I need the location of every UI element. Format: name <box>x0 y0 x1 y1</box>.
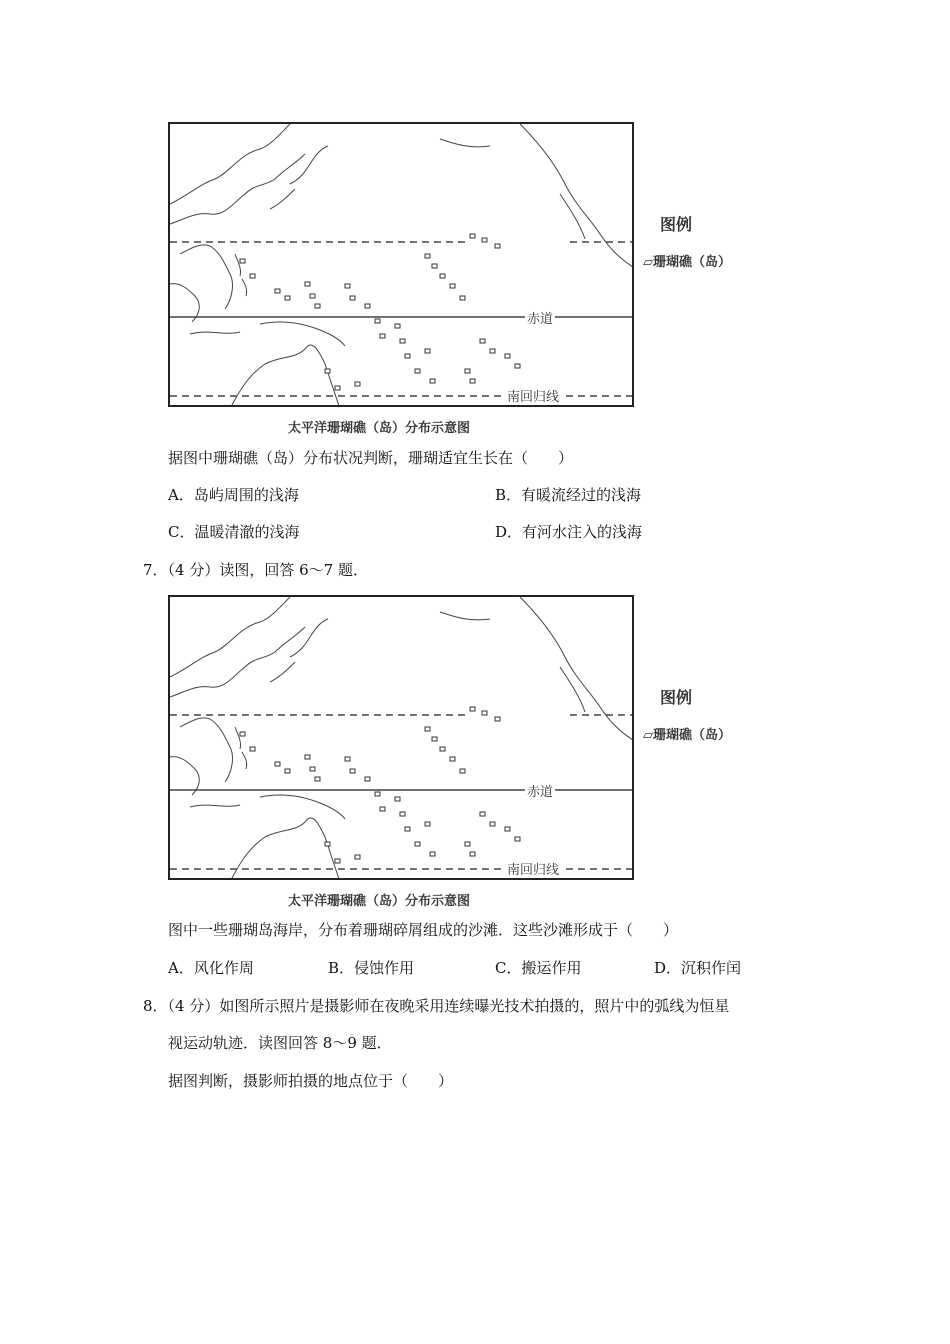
q7-option-d[interactable]: D．沉积作闰 <box>654 959 742 977</box>
q8-stem: 据图判断，摄影师拍摄的地点位于（ ） <box>168 1072 454 1090</box>
q7-stem: 图中一些珊瑚岛海岸，分布着珊瑚碎屑组成的沙滩．这些沙滩形成于（ ） <box>168 921 679 939</box>
legend-item-label-1: 珊瑚礁（岛） <box>653 255 732 270</box>
q7-option-c[interactable]: C．搬运作用 <box>495 959 582 977</box>
q8-heading-line-1: 8．（4 分）如图所示照片是摄影师在夜晚采用连续曝光技术拍摄的，照片中的弧线为恒星 <box>143 997 730 1015</box>
q6-option-d[interactable]: D．有河水注入的浅海 <box>495 523 643 541</box>
coral-map-2 <box>168 595 634 880</box>
tropic-of-capricorn-label-2: 南回归线 <box>505 859 561 878</box>
q7-option-a[interactable]: A．风化作周 <box>168 959 254 977</box>
legend-title-2: 图例 <box>660 688 693 707</box>
legend-title-1: 图例 <box>660 215 693 234</box>
coral-map-1-drawing <box>170 124 634 407</box>
coral-symbol-icon: ▱ <box>643 728 653 743</box>
q6-stem: 据图中珊瑚礁（岛）分布状况判断，珊瑚适宜生长在（ ） <box>168 449 574 467</box>
coral-map-2-drawing <box>170 597 634 880</box>
tropic-of-capricorn-label-1: 南回归线 <box>505 386 561 405</box>
q7-option-b[interactable]: B．侵蚀作用 <box>328 959 415 977</box>
q7-heading: 7．（4 分）读图，回答 6～7 题． <box>143 561 368 579</box>
q6-option-b[interactable]: B．有暖流经过的浅海 <box>495 486 642 504</box>
q6-option-a[interactable]: A．岛屿周围的浅海 <box>168 486 299 504</box>
legend-item-2 <box>643 724 731 743</box>
coral-map-1 <box>168 122 634 407</box>
equator-label-1: 赤道 <box>525 308 555 327</box>
equator-label-2: 赤道 <box>525 781 555 800</box>
legend-item-label-2: 珊瑚礁（岛） <box>653 728 732 743</box>
map-caption-1: 太平洋珊瑚礁（岛）分布示意图 <box>288 421 471 436</box>
q8-heading-line-2: 视运动轨迹．读图回答 8～9 题． <box>168 1034 392 1052</box>
map-caption-2: 太平洋珊瑚礁（岛）分布示意图 <box>288 894 471 909</box>
q6-option-c[interactable]: C．温暖清澈的浅海 <box>168 523 300 541</box>
legend-item-1 <box>643 251 731 270</box>
coral-symbol-icon: ▱ <box>643 255 653 270</box>
